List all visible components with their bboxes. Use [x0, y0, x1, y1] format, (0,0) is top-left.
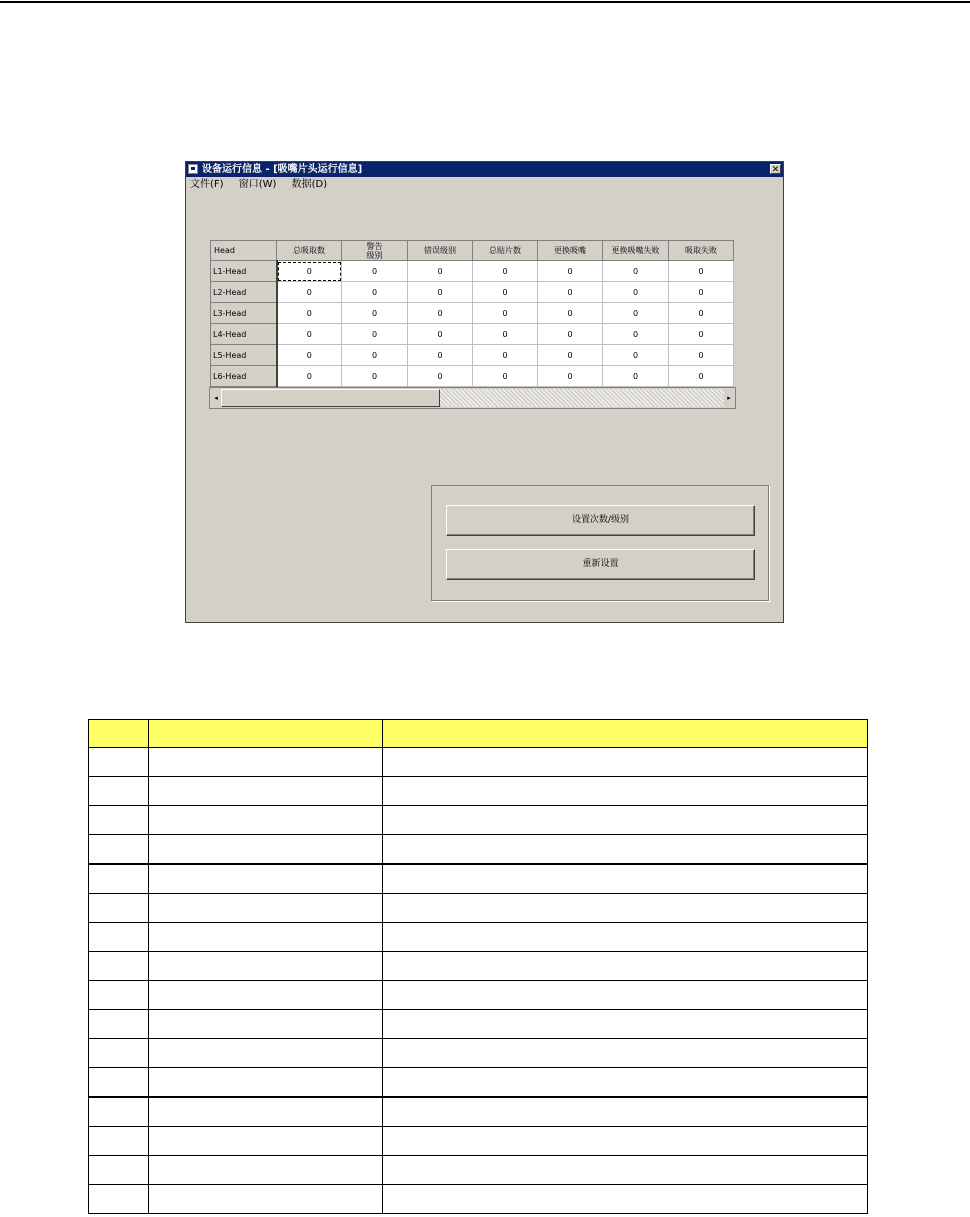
column-header-nozzle-change-fail[interactable]: 更换吸嘴失败 [603, 241, 669, 261]
settings-group-box [431, 485, 769, 601]
description-row [89, 777, 868, 806]
description-cell [383, 835, 868, 865]
grid-cell[interactable]: 0 [408, 261, 473, 282]
description-cell [383, 1156, 868, 1185]
close-icon[interactable]: ✕ [771, 165, 780, 175]
description-cell [383, 1039, 868, 1068]
description-cell [89, 1068, 149, 1098]
grid-cell[interactable]: 0 [408, 303, 473, 324]
menu-file[interactable]: 文件(F) [190, 179, 224, 190]
description-body [89, 748, 868, 1214]
description-header-cell-no [89, 720, 149, 748]
row-header[interactable]: L3-Head [211, 303, 277, 324]
menu-bar [190, 178, 339, 191]
grid-cell[interactable]: 0 [473, 261, 538, 282]
description-cell [149, 1068, 383, 1098]
description-cell [89, 835, 149, 865]
grid-cell[interactable]: 0 [538, 324, 603, 345]
description-cell [149, 1039, 383, 1068]
row-header[interactable]: L1-Head [211, 261, 277, 282]
window-titlebar[interactable] [186, 162, 783, 177]
description-row [89, 1185, 868, 1214]
description-cell [383, 923, 868, 952]
description-row [89, 923, 868, 952]
description-row [89, 894, 868, 923]
grid-horizontal-scrollbar[interactable] [209, 387, 736, 409]
app-icon [188, 164, 198, 174]
description-row [89, 981, 868, 1010]
grid-cell[interactable]: 0 [473, 282, 538, 303]
description-cell [89, 1010, 149, 1039]
row-header[interactable]: L5-Head [211, 345, 277, 366]
description-cell [89, 748, 149, 777]
grid-cell[interactable]: 0 [538, 303, 603, 324]
description-cell [383, 748, 868, 777]
grid-row[interactable] [211, 366, 734, 387]
grid-cell[interactable]: 0 [277, 261, 342, 282]
description-cell [383, 777, 868, 806]
column-header-warning-level-text: 警告级别 [366, 241, 383, 260]
description-cell [149, 1097, 383, 1127]
menu-data[interactable]: 数据(D) [291, 179, 328, 190]
grid-header-row [211, 241, 734, 261]
menu-window[interactable]: 窗口(W) [238, 179, 277, 190]
description-row [89, 1097, 868, 1127]
description-cell [89, 1097, 149, 1127]
description-cell [383, 864, 868, 894]
description-cell [383, 894, 868, 923]
grid-cell[interactable]: 0 [603, 261, 669, 282]
grid-cell[interactable]: 0 [603, 282, 669, 303]
description-cell [149, 923, 383, 952]
row-header[interactable]: L4-Head [211, 324, 277, 345]
page-top-rule [0, 1, 970, 3]
description-row [89, 1127, 868, 1156]
description-row [89, 1156, 868, 1185]
scroll-right-icon[interactable]: ▸ [724, 389, 734, 407]
grid-row[interactable] [211, 324, 734, 345]
description-header-row [89, 720, 868, 748]
description-cell [89, 806, 149, 835]
grid-cell[interactable]: 0 [342, 366, 408, 387]
grid-cell[interactable]: 0 [473, 324, 538, 345]
grid-cell[interactable]: 0 [669, 282, 734, 303]
description-table [88, 719, 868, 1214]
description-cell [149, 1185, 383, 1214]
grid-row[interactable] [211, 282, 734, 303]
grid-cell[interactable]: 0 [603, 324, 669, 345]
description-header-cell-desc [383, 720, 868, 748]
grid-cell[interactable]: 0 [603, 366, 669, 387]
description-cell [89, 981, 149, 1010]
description-row [89, 1039, 868, 1068]
description-cell [149, 748, 383, 777]
column-header-nozzle-change[interactable]: 更换吸嘴 [538, 241, 603, 261]
description-cell [89, 923, 149, 952]
grid-cell[interactable]: 0 [342, 282, 408, 303]
grid-cell[interactable]: 0 [473, 366, 538, 387]
description-cell [149, 1010, 383, 1039]
grid-cell[interactable]: 0 [603, 303, 669, 324]
grid-cell[interactable]: 0 [538, 261, 603, 282]
description-cell [89, 894, 149, 923]
grid-cell[interactable]: 0 [342, 345, 408, 366]
reset-button[interactable]: 重新设置 [446, 549, 755, 580]
grid-cell[interactable]: 0 [538, 282, 603, 303]
description-cell [383, 1097, 868, 1127]
grid-cell[interactable]: 0 [277, 324, 342, 345]
row-header[interactable]: L6-Head [211, 366, 277, 387]
grid-cell[interactable]: 0 [669, 324, 734, 345]
device-info-window [185, 161, 784, 623]
description-cell [149, 1127, 383, 1156]
description-cell [383, 1185, 868, 1214]
column-header-head[interactable]: Head [211, 241, 277, 261]
description-cell [383, 806, 868, 835]
description-cell [89, 952, 149, 981]
grid-body [211, 261, 734, 387]
description-cell [383, 1010, 868, 1039]
description-cell [89, 1156, 149, 1185]
description-cell [89, 864, 149, 894]
grid-cell[interactable]: 0 [669, 303, 734, 324]
grid-cell[interactable]: 0 [277, 282, 342, 303]
description-cell [149, 864, 383, 894]
description-cell [89, 1185, 149, 1214]
grid-cell[interactable]: 0 [408, 324, 473, 345]
grid-cell[interactable]: 0 [277, 366, 342, 387]
grid-cell[interactable]: 0 [473, 303, 538, 324]
description-row [89, 864, 868, 894]
grid-cell[interactable]: 0 [669, 345, 734, 366]
description-row [89, 1010, 868, 1039]
description-cell [149, 981, 383, 1010]
grid-cell[interactable]: 0 [473, 345, 538, 366]
grid-cell[interactable]: 0 [669, 366, 734, 387]
description-row [89, 748, 868, 777]
grid-cell[interactable]: 0 [669, 261, 734, 282]
grid-cell[interactable]: 0 [538, 366, 603, 387]
description-cell [383, 1068, 868, 1098]
description-row [89, 806, 868, 835]
grid-cell[interactable]: 0 [277, 303, 342, 324]
description-cell [383, 1127, 868, 1156]
description-cell [149, 952, 383, 981]
column-header-pick-fail[interactable]: 吸取失败 [669, 241, 734, 261]
description-cell [149, 1156, 383, 1185]
grid-cell[interactable]: 0 [538, 345, 603, 366]
grid-cell[interactable]: 0 [277, 345, 342, 366]
set-count-level-button[interactable]: 设置次数/级别 [446, 505, 755, 536]
column-header-warning-level[interactable] [342, 241, 408, 261]
description-cell [149, 835, 383, 865]
grid-cell[interactable]: 0 [342, 261, 408, 282]
description-cell [149, 777, 383, 806]
description-cell [89, 1127, 149, 1156]
description-row [89, 835, 868, 865]
description-row [89, 952, 868, 981]
grid-cell[interactable]: 0 [408, 345, 473, 366]
head-info-grid[interactable] [210, 240, 734, 387]
grid-cell[interactable]: 0 [408, 366, 473, 387]
grid-cell[interactable]: 0 [408, 282, 473, 303]
grid-cell[interactable]: 0 [342, 324, 408, 345]
scroll-thumb[interactable] [221, 389, 440, 407]
description-row [89, 1068, 868, 1098]
column-header-total-pick[interactable]: 总吸取数 [277, 241, 342, 261]
grid-cell[interactable]: 0 [603, 345, 669, 366]
scroll-left-icon[interactable]: ◂ [211, 389, 221, 407]
description-cell [383, 952, 868, 981]
description-cell [383, 981, 868, 1010]
grid-row[interactable] [211, 303, 734, 324]
description-cell [149, 806, 383, 835]
row-header[interactable]: L2-Head [211, 282, 277, 303]
window-title: 设备运行信息 - [吸嘴片头运行信息] [202, 164, 363, 175]
column-header-error-level[interactable]: 错误级别 [408, 241, 473, 261]
grid-row[interactable] [211, 345, 734, 366]
description-cell [89, 1039, 149, 1068]
grid-row[interactable] [211, 261, 734, 282]
column-header-total-place[interactable]: 总贴片数 [473, 241, 538, 261]
description-cell [89, 777, 149, 806]
description-cell [149, 894, 383, 923]
description-header-cell-item [149, 720, 383, 748]
grid-cell[interactable]: 0 [342, 303, 408, 324]
